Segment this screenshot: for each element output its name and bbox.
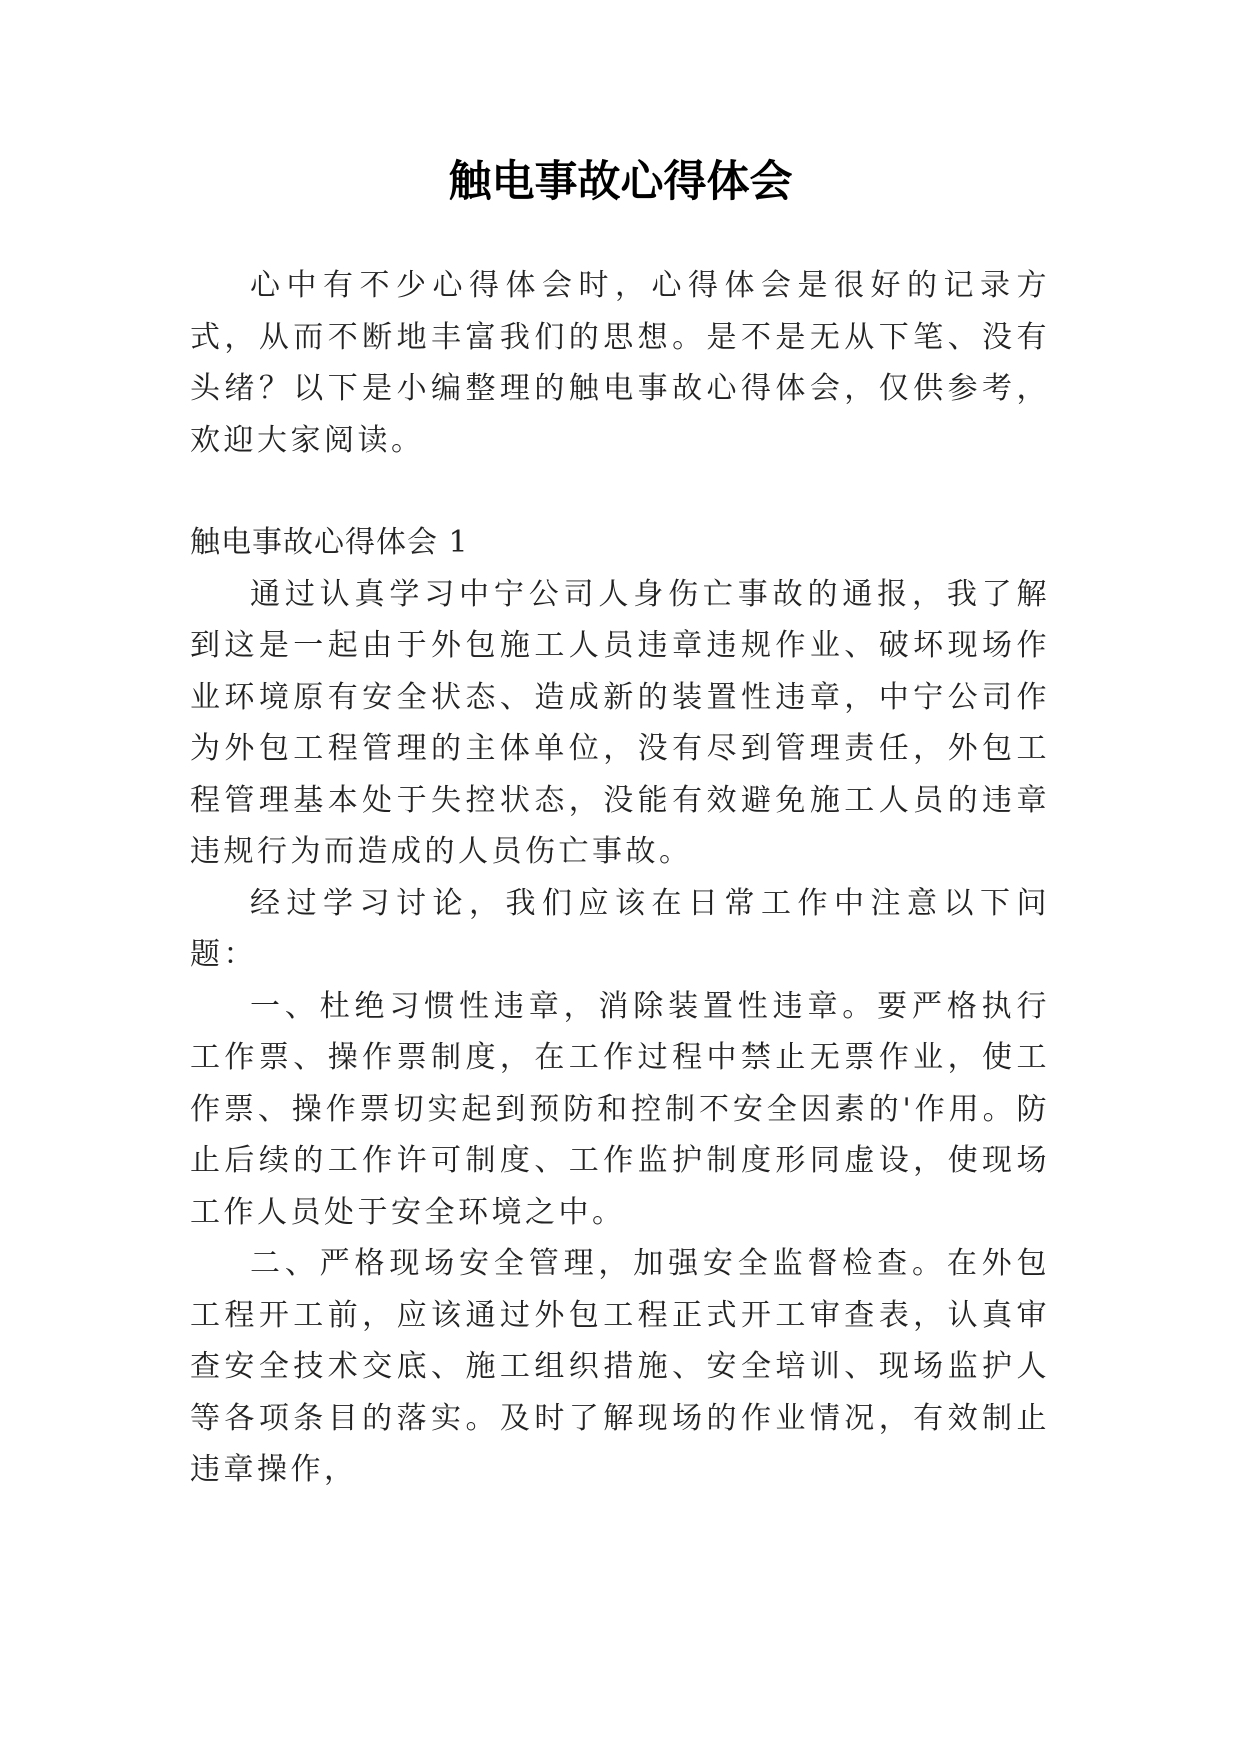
section-heading: 触电事故心得体会 1: [190, 525, 469, 560]
body-paragraph: 二、严格现场安全管理，加强安全监督检查。在外包工程开工前，应该通过外包工程正式开工审查表，认真审查安全技术交底、施工组织措施、安全培训、现场监护人等各项条目的落实。及时了解现场的作业情况，有效制止违章操作，: [190, 1246, 1050, 1487]
body-paragraph: 通过认真学习中宁公司人身伤亡事故的通报，我了解到这是一起由于外包施工人员违章违规作业、破坏现场作业环境原有安全状态、造成新的装置性违章，中宁公司作为外包工程管理的主体单位，没有尽到管理责任，外包工程管理基本处于失控状态，没能有效避免施工人员的违章违规行为而造成的人员伤亡事故。: [190, 576, 1050, 869]
body-paragraph: 经过学习讨论，我们应该在日常工作中注意以下问题：: [190, 885, 1050, 972]
document-body: [190, 260, 1050, 1496]
document-title: 触电事故心得体会: [448, 157, 793, 207]
body-paragraph: 一、杜绝习惯性违章，消除装置性违章。要严格执行工作票、操作票制度，在工作过程中禁止无票作业，使工作票、操作票切实起到预防和控制不安全因素的'作用。防止后续的工作许可制度、工作监护制度形同虚设，使现场工作人员处于安全环境之中。: [190, 988, 1050, 1230]
intro-paragraph: 心中有不少心得体会时，心得体会是很好的记录方式，从而不断地丰富我们的思想。是不是无从下笔、没有头绪？以下是小编整理的触电事故心得体会，仅供参考，欢迎大家阅读。: [190, 268, 1050, 458]
